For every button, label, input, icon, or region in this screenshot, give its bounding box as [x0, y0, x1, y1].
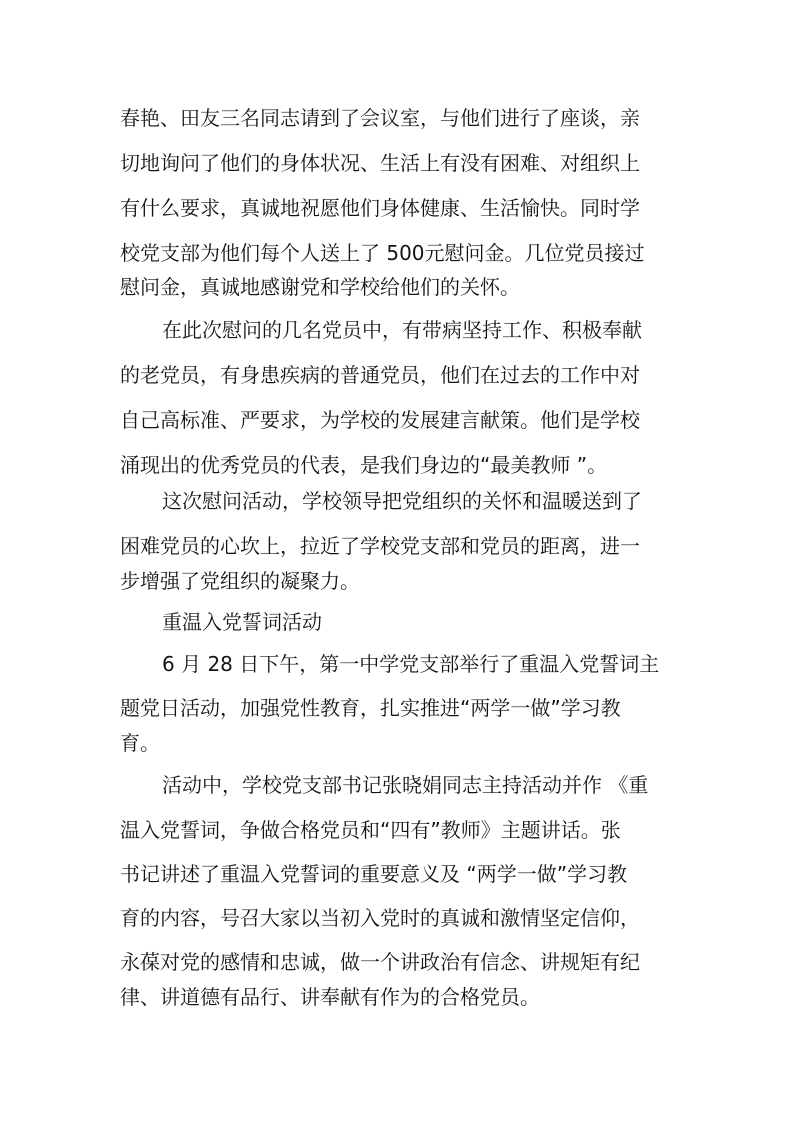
paragraph-line: 育的内容，号召大家以当初入党时的真诚和激情坚定信仰，	[120, 906, 640, 930]
paragraph-line: 切地询问了他们的身体状况、生活上有没有困难、对组织上	[120, 151, 640, 175]
paragraph-line: 有什么要求，真诚地祝愿他们身体健康、生活愉快。同时学	[120, 196, 640, 220]
paragraph-line: 步增强了党组织的凝聚力。	[120, 569, 360, 593]
paragraph-line: 自己高标准、严要求，为学校的发展建言献策。他们是学校	[120, 408, 640, 432]
paragraph-line: 这次慰问活动，学校领导把党组织的关怀和温暖送到了	[162, 489, 642, 513]
paragraph-line: 律、讲道德有品行、讲奉献有作为的合格党员。	[120, 985, 540, 1009]
paragraph-line: 6 月 28 日下午，第一中学党支部举行了重温入党誓词主	[162, 652, 660, 676]
section-heading: 重温入党誓词活动	[162, 610, 322, 634]
paragraph-line: 慰问金，真诚地感谢党和学校给他们的关怀。	[120, 275, 520, 299]
paragraph-line: 活动中，学校党支部书记张晓娟同志主持活动并作 《重	[162, 773, 649, 797]
paragraph-line: 春艳、田友三名同志请到了会议室，与他们进行了座谈，亲	[120, 106, 640, 130]
paragraph-line: 校党支部为他们每个人送上了 500元慰问金。几位党员接过	[120, 241, 645, 265]
paragraph-line: 温入党誓词，争做合格党员和“四有”教师》主题讲话。张	[120, 818, 621, 842]
paragraph-line: 的老党员，有身患疾病的普通党员，他们在过去的工作中对	[120, 363, 640, 387]
paragraph-line: 在此次慰问的几名党员中，有带病坚持工作、积极奉献	[162, 318, 642, 342]
paragraph-line: 题党日活动，加强党性教育，扎实推进“两学一做”学习教	[120, 696, 621, 720]
paragraph-line: 涌现出的优秀党员的代表，是我们身边的“最美教师 ”。	[120, 453, 608, 477]
paragraph-line: 永葆对党的感情和忠诚，做一个讲政治有信念、讲规矩有纪	[120, 950, 640, 974]
paragraph-line: 困难党员的心坎上，拉近了学校党支部和党员的距离，进一	[120, 534, 640, 558]
paragraph-line: 书记讲述了重温入党誓词的重要意义及 “两学一做”学习教	[120, 862, 628, 886]
paragraph-line: 育。	[120, 731, 160, 755]
